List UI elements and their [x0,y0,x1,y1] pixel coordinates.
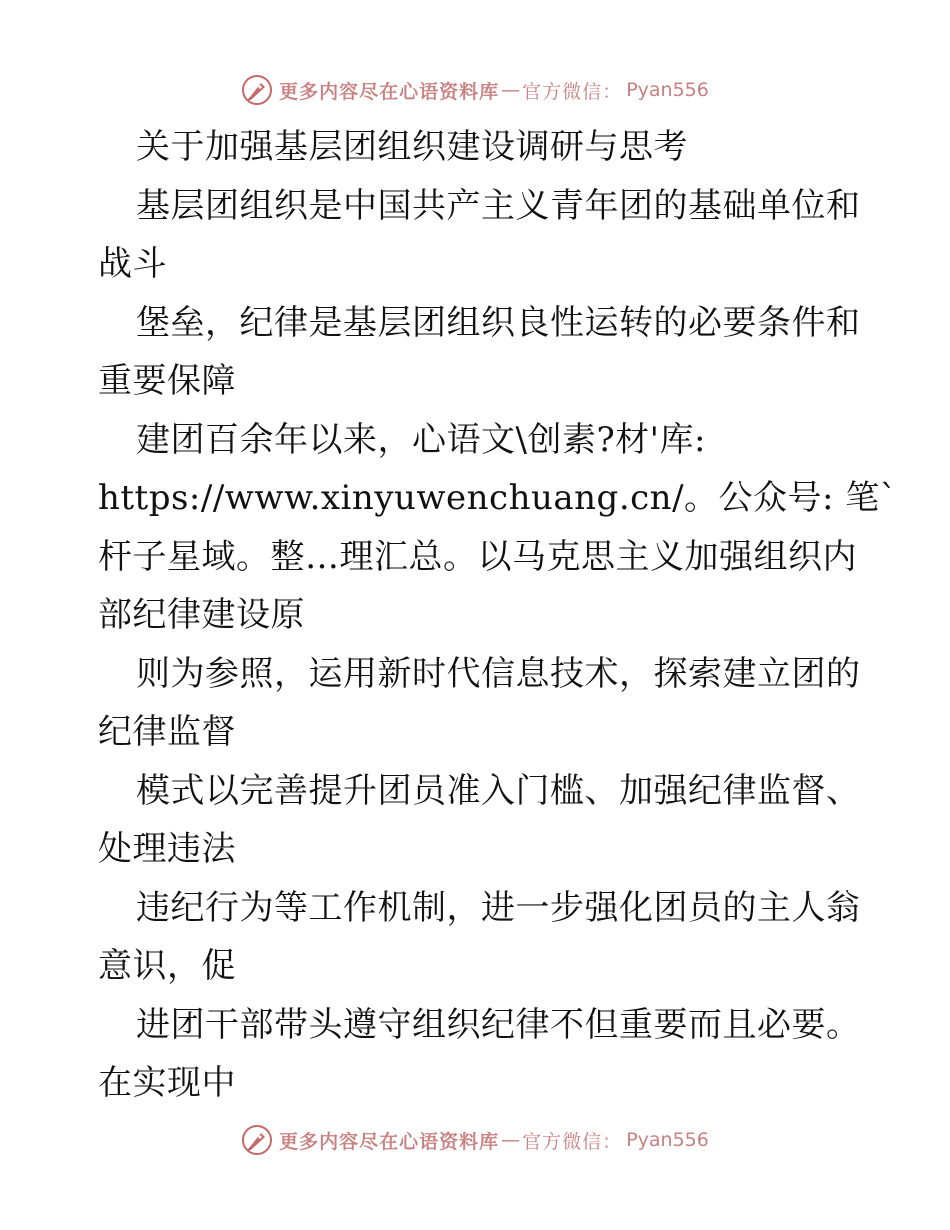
paragraph-line: 模式以完善提升团员准入门槛、加强纪律监督、 [136,770,861,811]
footer-banner [0,1120,950,1160]
banner-wechat-label: 官方微信： [522,1130,623,1153]
paragraph-line: 处理违法 [98,829,236,869]
paragraph-line: 杆子星域。整…理汇总。以马克思主义加强组织内 [98,536,857,577]
paragraph-line: 进团干部带头遵守组织纪律不但重要而且必要。 [136,1004,861,1045]
paragraph-line: 意识，促 [98,946,236,986]
header-banner [0,70,950,110]
pen-nib-icon [241,1124,273,1156]
paragraph-line: 纪律监督 [98,712,236,752]
banner-wechat-id: Pyan556 [626,1129,709,1151]
banner-dash: — [501,1129,521,1151]
banner-title: 更多内容尽在心语资料库 [279,80,500,103]
banner-wechat-id: Pyan556 [626,79,709,101]
paragraph-line: 基层团组织是中国共产主义青年团的基础单位和 [136,185,861,226]
banner-dash: — [501,79,521,101]
paragraph-line: 战斗 [98,244,167,284]
paragraph-line: https://www.xinyuwenchuang.cn/。公众号: 笔` [98,478,898,518]
paragraph-line: 重要保障 [98,361,236,401]
paragraph-line: 建团百余年以来，心语文\创素?材'库: [136,419,706,460]
paragraph-line: 则为参照，运用新时代信息技术，探索建立团的 [136,653,861,694]
banner-wechat-label: 官方微信： [522,80,623,103]
document-body [98,118,898,1113]
document-title: 关于加强基层团组织建设调研与思考 [136,127,688,167]
paragraph-line: 部纪律建设原 [98,595,305,635]
paragraph-line: 堡垒，纪律是基层团组织良性运转的必要条件和 [136,302,861,343]
paragraph-line: 违纪行为等工作机制，进一步强化团员的主人翁 [136,887,861,928]
pen-nib-icon [241,74,273,106]
banner-title: 更多内容尽在心语资料库 [279,1130,500,1153]
paragraph-line: 在实现中 [98,1063,236,1103]
